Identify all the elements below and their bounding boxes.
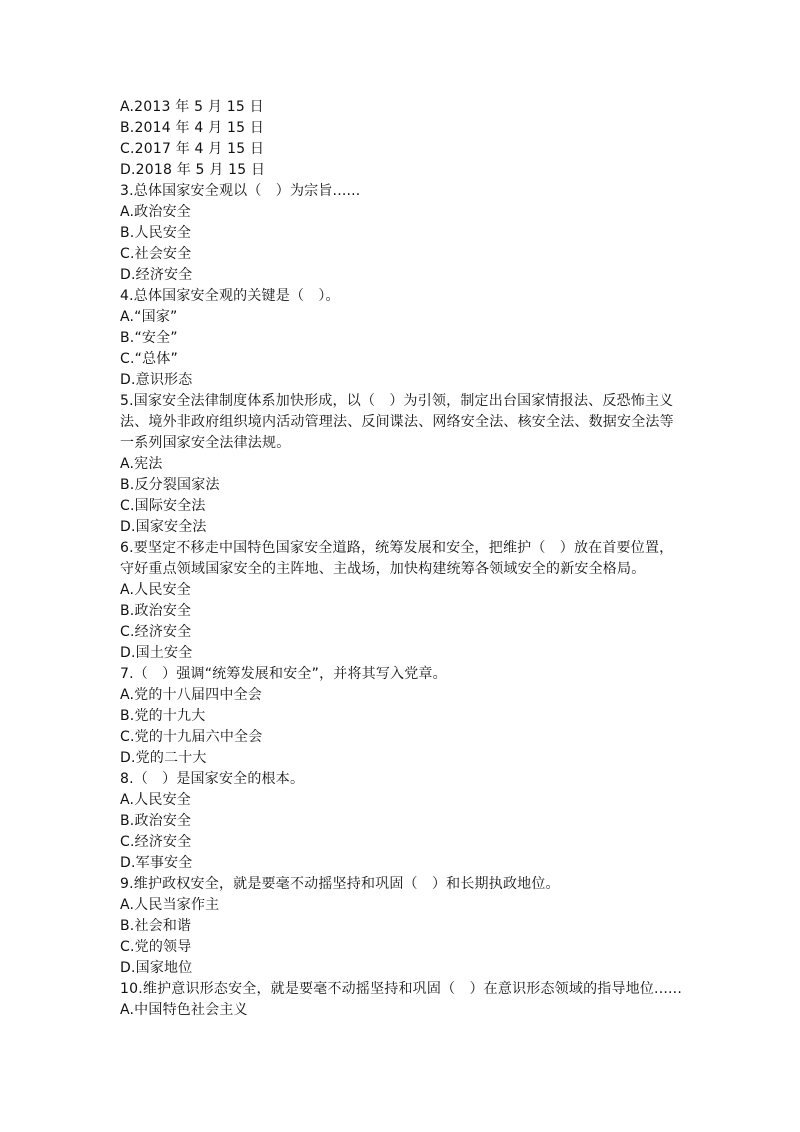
option-7-b: B.党的十九大 xyxy=(120,708,206,724)
question-6: 6.要坚定不移走中国特色国家安全道路，统筹发展和安全，把维护（ ）放在首要位置，守好重点领域国家安全的主阵地、主战场，加快构建统筹各领域安全的新安全格局。 xyxy=(120,540,674,577)
option-9-d: D.国家地位 xyxy=(120,960,193,976)
option-7-a: A.党的十八届四中全会 xyxy=(120,687,262,703)
option-7-c: C.党的十九届六中全会 xyxy=(120,729,263,745)
question-7: 7.（ ）强调“统筹发展和安全”，并将其写入党章。 xyxy=(120,666,447,682)
option-4-b: B.“安全” xyxy=(120,330,178,346)
option-5-c: C.国际安全法 xyxy=(120,498,206,514)
option-3-a: A.政治安全 xyxy=(120,204,191,220)
option-9-b: B.社会和谐 xyxy=(120,918,192,934)
option-3-c: C.社会安全 xyxy=(120,246,192,262)
option-2-c: C.2017 年 4 月 15 日 xyxy=(120,141,265,157)
question-10: 10.维护意识形态安全，就是要毫不动摇坚持和巩固（ ）在意识形态领域的指导地位...... xyxy=(120,981,682,997)
option-3-d: D.经济安全 xyxy=(120,267,193,283)
option-6-b: B.政治安全 xyxy=(120,603,192,619)
question-4: 4.总体国家安全观的关键是（ ）。 xyxy=(120,288,340,304)
question-5: 5.国家安全法律制度体系加快形成，以（ ）为引领，制定出台国家情报法、反恐怖主义法、境外非政府组织境内活动管理法、反间谍法、网络安全法、核安全法、数据安全法等一系列国家安全法律法规。 xyxy=(120,393,674,451)
option-9-c: C.党的领导 xyxy=(120,939,192,955)
option-8-c: C.经济安全 xyxy=(120,834,192,850)
question-3: 3.总体国家安全观以（ ）为宗旨...... xyxy=(120,183,361,199)
question-9: 9.维护政权安全，就是要毫不动摇坚持和巩固（ ）和长期执政地位。 xyxy=(120,876,560,892)
option-2-b: B.2014 年 4 月 15 日 xyxy=(120,120,265,136)
option-5-d: D.国家安全法 xyxy=(120,519,207,535)
option-6-c: C.经济安全 xyxy=(120,624,192,640)
option-8-d: D.军事安全 xyxy=(120,855,193,871)
option-2-d: D.2018 年 5 月 15 日 xyxy=(120,162,266,178)
option-5-b: B.反分裂国家法 xyxy=(120,477,220,493)
question-8: 8.（ ）是国家安全的根本。 xyxy=(120,771,305,787)
option-3-b: B.人民安全 xyxy=(120,225,192,241)
option-2-a: A.2013 年 5 月 15 日 xyxy=(120,99,264,115)
option-8-b: B.政治安全 xyxy=(120,813,192,829)
option-6-d: D.国土安全 xyxy=(120,645,193,661)
option-6-a: A.人民安全 xyxy=(120,582,191,598)
option-10-a: A.中国特色社会主义 xyxy=(120,1002,248,1018)
option-8-a: A.人民安全 xyxy=(120,792,191,808)
option-4-d: D.意识形态 xyxy=(120,372,193,388)
option-7-d: D.党的二十大 xyxy=(120,750,207,766)
option-5-a: A.宪法 xyxy=(120,456,163,472)
option-4-a: A.“国家” xyxy=(120,309,178,325)
question-list xyxy=(120,97,685,1021)
option-9-a: A.人民当家作主 xyxy=(120,897,220,913)
option-4-c: C.“总体” xyxy=(120,351,178,367)
